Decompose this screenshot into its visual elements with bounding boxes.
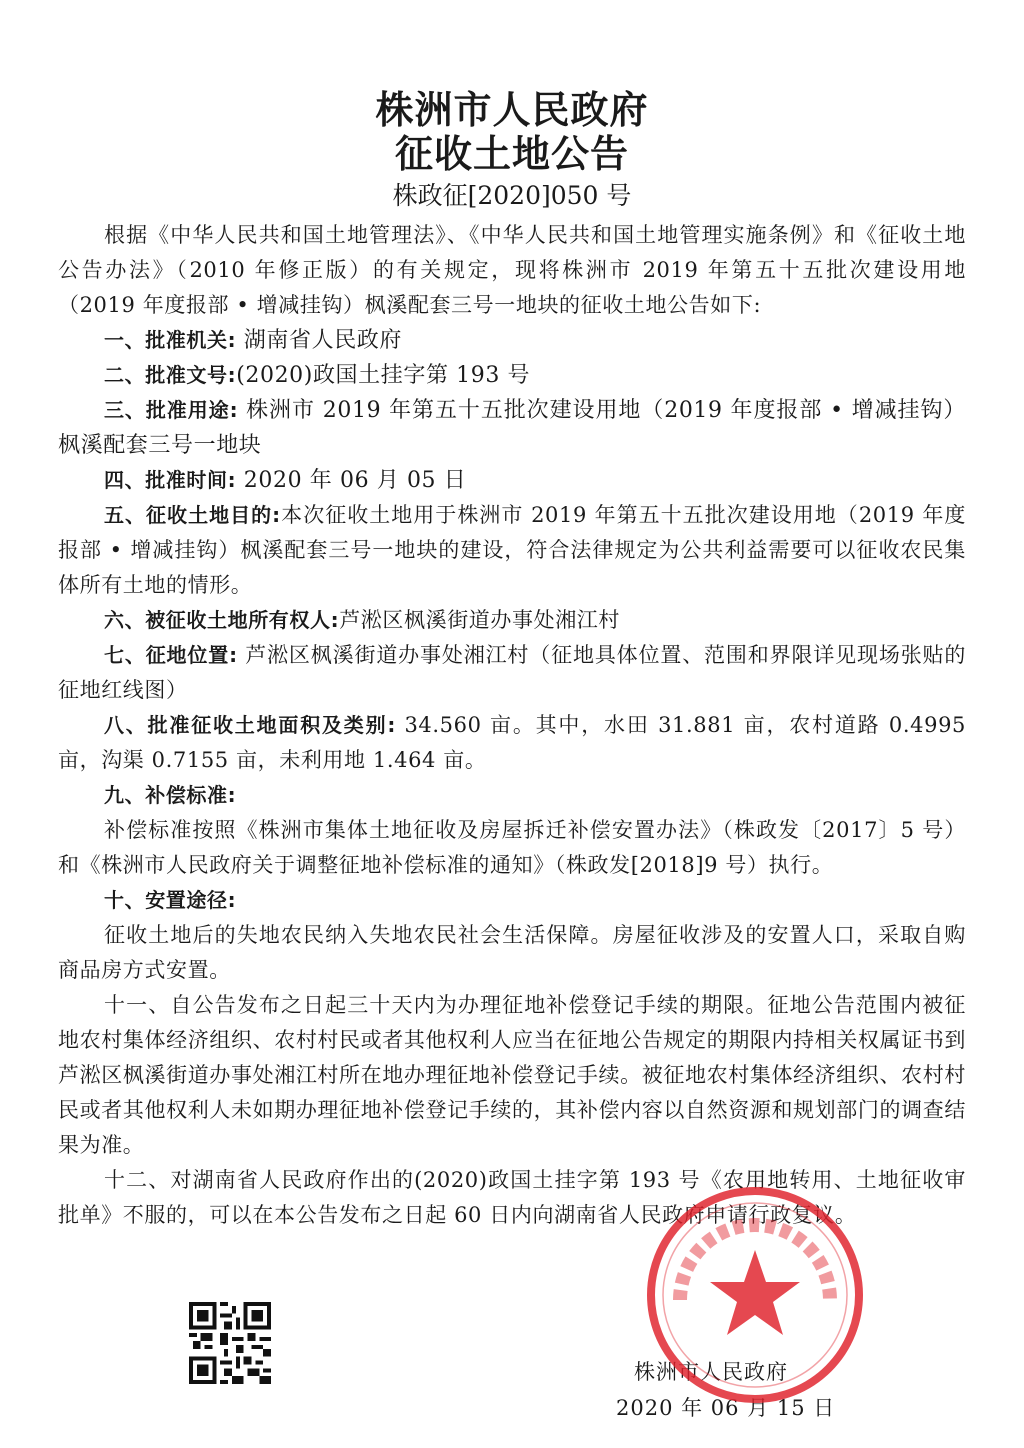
item-approval-date: 四、批准时间: 2020 年 06 月 05 日 [104, 468, 467, 493]
item-compensation-text: 补偿标准按照《株洲市集体土地征收及房屋拆迁补偿安置办法》（株政发〔2017〕5 号）和《株洲市人民政府关于调整征地补偿标准的通知》（株政发[2018]9 号）执行。 [58, 818, 966, 877]
item-compensation-heading: 九、补偿标准: [104, 783, 237, 807]
title-line1: 株洲市人民政府 [375, 88, 649, 132]
item-purpose-of-expropriation: 五、征收土地目的:本次征收土地用于株洲市 2019 年第五十五批次建设用地（2019 年度报部 • 增减挂钩）枫溪配套三号一地块的建设，符合法律规定为公共利益需要可以征收农民集体所有土地的情形。 [58, 503, 966, 597]
item-resettlement-heading: 十、安置途径: [104, 888, 237, 912]
signature-date: 2020 年 06 月 15 日 [616, 1396, 836, 1420]
item-approval-number: 二、批准文号:(2020)政国土挂字第 193 号 [104, 363, 531, 388]
qr-code-icon [189, 1302, 271, 1384]
item-approval-authority: 一、批准机关: 湖南省人民政府 [104, 328, 402, 353]
intro-paragraph: 根据《中华人民共和国土地管理法》、《中华人民共和国土地管理实施条例》和《征收土地公告办法》（2010 年修正版）的有关规定，现将株洲市 2019 年第五十五批次建设用地（2019 年度报部 • 增减挂钩）枫溪配套三号一地块的征收土地公告如下: [58, 223, 966, 317]
item-land-owner: 六、被征收土地所有权人:芦淞区枫溪街道办事处湘江村 [104, 608, 621, 632]
official-seal-icon [640, 1180, 870, 1410]
paragraph-twelve: 十二、对湖南省人民政府作出的(2020)政国土挂字第 193 号《农用地转用、土地征收审批单》不服的，可以在本公告发布之日起 60 日内向湖南省人民政府申请行政复议。 [58, 1168, 966, 1227]
item-land-area: 八、批准征收土地面积及类别: 34.560 亩。其中，水田 31.881 亩，农村道路 0.4995 亩，沟渠 0.7155 亩，未利用地 1.464 亩。 [58, 713, 966, 772]
item-approval-purpose: 三、批准用途: 株洲市 2019 年第五十五批次建设用地（2019 年度报部 • 增减挂钩）枫溪配套三号一地块 [58, 398, 966, 458]
paragraph-eleven: 十一、自公告发布之日起三十天内为办理征地补偿登记手续的期限。征地公告范围内被征地农村集体经济组织、农村村民或者其他权利人应当在征地公告规定的期限内持相关权属证书到芦淞区枫溪街道办事处湘江村所在地办理征地补偿登记手续。被征地农村集体经济组织、农村村民或者其他权利人未如期办理征地补偿登记手续的，其补偿内容以自然资源和规划部门的调查结果为准。 [58, 993, 966, 1157]
item-resettlement-text: 征收土地后的失地农民纳入失地农民社会生活保障。房屋征收涉及的安置人口，采取自购商品房方式安置。 [58, 923, 966, 982]
doc-number: 株政征[2020]050 号 [392, 181, 632, 210]
item-land-location: 七、征地位置: 芦淞区枫溪街道办事处湘江村（征地具体位置、范围和界限详见现场张贴的征地红线图） [58, 643, 966, 702]
notice-body [58, 218, 966, 1233]
signature-org: 株洲市人民政府 [634, 1360, 788, 1384]
title-line2: 征收土地公告 [394, 132, 629, 176]
